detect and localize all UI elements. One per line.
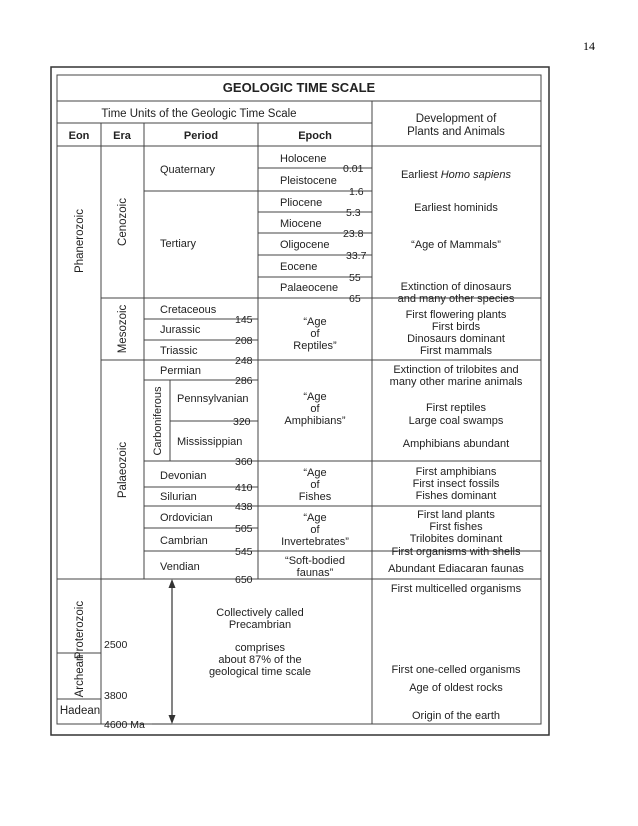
age-3800: 3800 <box>104 690 128 702</box>
dev-hominids: Earliest hominids <box>414 202 498 214</box>
period-permian: Permian <box>160 365 201 377</box>
page-number: 14 <box>583 39 595 53</box>
dev-multicelled: First multicelled organisms <box>390 583 522 595</box>
header-development-2: Plants and Animals <box>407 126 505 138</box>
arrow-down-icon <box>169 715 176 724</box>
age-fishes-3: Fishes <box>298 491 332 503</box>
header-eon: Eon <box>68 130 90 142</box>
dev-one-celled: First one-celled organisms <box>391 664 521 676</box>
soft-bodied-2: faunas” <box>296 567 334 579</box>
header-era: Era <box>113 130 131 142</box>
age-4600: 4600 Ma <box>104 719 145 731</box>
epoch-palaeocene: Palaeocene <box>280 282 339 294</box>
age-5.3: 5.3 <box>346 207 361 219</box>
age-2500: 2500 <box>104 639 128 651</box>
epoch-eocene: Eocene <box>280 261 318 273</box>
outer-frame <box>51 67 549 735</box>
age-410: 410 <box>235 482 253 494</box>
epoch-holocene: Holocene <box>280 153 327 165</box>
era-mesozoic: Mesozoic <box>117 304 129 354</box>
period-cretaceous: Cretaceous <box>160 304 217 316</box>
eon-hadean: Hadean <box>59 705 101 717</box>
dev-amphibians-first: First amphibians <box>415 466 497 478</box>
period-carboniferous: Carboniferous <box>152 386 164 456</box>
age-320: 320 <box>233 416 251 428</box>
dev-homo-italic: Homo sapiens <box>440 169 512 181</box>
epoch-oligocene: Oligocene <box>280 239 330 251</box>
soft-bodied-1: “Soft-bodied <box>285 555 345 567</box>
dev-land-plants: First land plants <box>417 509 495 521</box>
precambrian-note-5: geological time scale <box>208 666 312 678</box>
age-23.8: 23.8 <box>343 228 364 240</box>
dev-trilobites-ext-2: many other marine animals <box>389 376 523 388</box>
age-1.6: 1.6 <box>349 186 364 198</box>
age-invertebrates-2: of <box>310 524 320 536</box>
period-cambrian: Cambrian <box>160 535 208 547</box>
age-invertebrates-1: “Age <box>303 512 327 524</box>
period-vendian: Vendian <box>160 561 200 573</box>
age-208: 208 <box>235 335 253 347</box>
age-33.7: 33.7 <box>346 250 367 262</box>
dev-ediacaran: Abundant Ediacaran faunas <box>388 563 524 575</box>
epoch-labels <box>280 153 338 294</box>
dev-oldest-rocks: Age of oldest rocks <box>409 682 503 694</box>
period-silurian: Silurian <box>160 491 197 503</box>
precambrian-note <box>209 607 311 678</box>
dev-dinosaurs-2: and many other species <box>397 293 515 305</box>
age-145: 145 <box>235 314 253 326</box>
age-invertebrates-3: Invertebrates” <box>281 536 349 548</box>
dev-homo-sapiens <box>401 169 512 181</box>
age-amphibians-3: Amphibians” <box>284 415 346 427</box>
age-286: 286 <box>235 375 253 387</box>
age-505: 505 <box>235 523 253 535</box>
epoch-pleistocene: Pleistocene <box>280 175 337 187</box>
dev-origin: Origin of the earth <box>411 710 501 722</box>
age-0.01: 0.01 <box>343 163 364 175</box>
dev-trilobites-ext-1: Extinction of trilobites and <box>393 364 519 376</box>
precambrian-note-2: Precambrian <box>228 619 292 631</box>
age-248: 248 <box>235 355 253 367</box>
era-palaeozoic: Palaeozoic <box>117 441 129 499</box>
age-fishes-1: “Age <box>303 467 327 479</box>
arrow-up-icon <box>169 579 176 588</box>
dev-reptiles: First reptiles <box>426 402 486 414</box>
precambrian-note-4: about 87% of the <box>218 654 302 666</box>
dev-insects: First insect fossils <box>412 478 500 490</box>
age-of-labels <box>281 316 349 579</box>
age-reptiles-3: Reptiles” <box>293 340 337 352</box>
header-time-units: Time Units of the Geologic Time Scale <box>101 108 297 120</box>
dev-shells: First organisms with shells <box>391 546 521 558</box>
period-mississippian: Mississippian <box>177 436 243 448</box>
age-reptiles-2: of <box>310 328 320 340</box>
age-65: 65 <box>349 293 361 305</box>
period-ordovician: Ordovician <box>160 512 213 524</box>
dev-coal: Large coal swamps <box>408 415 504 427</box>
epoch-miocene: Miocene <box>280 218 322 230</box>
eon-proterozoic: Proterozoic <box>74 600 86 660</box>
dev-homo-prefix: Earliest <box>400 169 441 181</box>
period-devonian: Devonian <box>160 470 207 482</box>
age-545: 545 <box>235 546 253 558</box>
eon-archean: Archean <box>74 654 86 698</box>
period-tertiary: Tertiary <box>160 238 197 250</box>
dev-trilobites-dominant: Trilobites dominant <box>409 533 503 545</box>
age-438: 438 <box>235 501 253 513</box>
eon-phanerozoic: Phanerozoic <box>74 209 86 273</box>
header-epoch: Epoch <box>298 130 332 142</box>
dev-dinosaurs-dominant: Dinosaurs dominant <box>407 333 505 345</box>
header-development-1: Development of <box>415 113 497 125</box>
table-title: GEOLOGIC TIME SCALE <box>222 80 376 95</box>
age-360: 360 <box>235 456 253 468</box>
dev-flowering: First flowering plants <box>405 309 507 321</box>
epoch-pliocene: Pliocene <box>280 197 323 209</box>
age-650: 650 <box>235 574 253 586</box>
dev-mammals-first: First mammals <box>419 345 493 357</box>
dev-dinosaurs-1: Extinction of dinosaurs <box>400 281 512 293</box>
dev-fishes-dominant: Fishes dominant <box>415 490 497 502</box>
dev-birds: First birds <box>431 321 481 333</box>
age-amphibians-1: “Age <box>303 391 327 403</box>
dev-mammals: “Age of Mammals” <box>411 239 501 251</box>
era-cenozoic: Cenozoic <box>117 198 129 246</box>
age-amphibians-2: of <box>310 403 320 415</box>
precambrian-note-3: comprises <box>234 642 286 654</box>
development-column <box>388 169 524 722</box>
header-period: Period <box>183 130 219 142</box>
period-jurassic: Jurassic <box>160 324 201 336</box>
period-pennsylvanian: Pennsylvanian <box>177 393 249 405</box>
age-fishes-2: of <box>310 479 320 491</box>
age-55: 55 <box>349 272 361 284</box>
period-quaternary: Quaternary <box>160 164 216 176</box>
age-reptiles-1: “Age <box>303 316 327 328</box>
dev-amphibians-abundant: Amphibians abundant <box>402 438 510 450</box>
dev-fishes-first: First fishes <box>429 521 483 533</box>
precambrian-note-1: Collectively called <box>216 607 304 619</box>
period-triassic: Triassic <box>160 345 198 357</box>
